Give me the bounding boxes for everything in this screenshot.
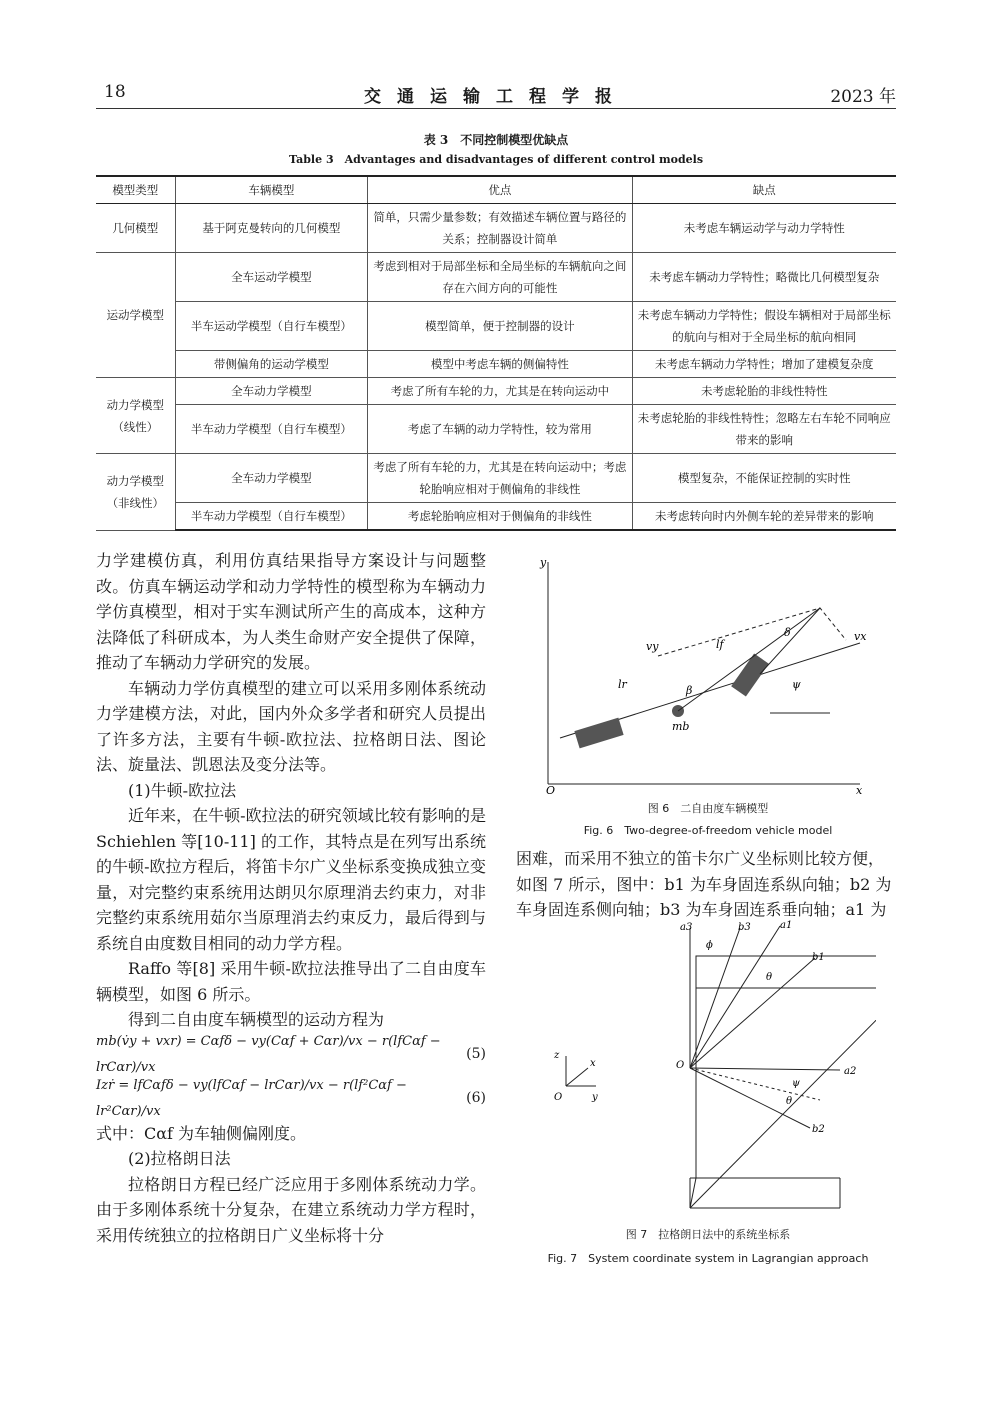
cell-con: 未考虑轮胎的非线性特性；忽略左右车轮不同响应带来的影响 [632,405,896,454]
table-row [96,378,896,405]
comparison-table [96,175,896,531]
label-b1: b1 [812,952,825,963]
axis-b1 [690,958,815,1068]
psi-label: ψ [792,678,801,691]
origin-label: O [546,784,556,796]
paragraph: 近年来，在牛顿-欧拉法的研究领域比较有影响的是 Schiehlen 等[10-11] 的工作，其特点是在列写出系统的牛顿-欧拉方程后，将笛卡尔广义坐标系变换成独立变量，对完整约束系统用达朗贝尔原理消去约束力，对非完整约束系统用茹尔当原理消去约束反力，最后得到与系统自由度数目相同的动力学方程。 [96,806,486,953]
axis-a2 [690,1068,840,1070]
table-header-row [96,176,896,204]
cell-model: 全车运动学模型 [175,253,367,302]
paragraph: 得到二自由度车辆模型的运动方程为 [128,1010,385,1029]
table-row [96,351,896,378]
cell-pro: 模型简单，便于控制器的设计 [368,302,632,351]
journal-title: 交通运输工程学报 [364,87,628,107]
cell-pro: 考虑到相对于局部坐标和全局坐标的车辆航向之间存在六间方向的可能性 [368,253,632,302]
beta-label: β [686,684,693,697]
cell-con: 模型复杂，不能保证控制的实时性 [632,454,896,503]
figure-7-caption-cn: 图 7 拉格朗日法中的系统坐标系 [625,1228,791,1241]
cell-model: 全车动力学模型 [175,378,367,405]
cell-pro: 简单，只需少量参数；有效描述车辆位置与路径的关系；控制器设计简单 [368,204,632,253]
velocity-triangle [658,608,846,656]
header-type: 模型类型 [96,176,175,204]
equation-6 [96,1077,486,1121]
cell-con: 未考虑车辆动力学特性；增加了建模复杂度 [632,351,896,378]
axis-b2-proj [690,1068,820,1100]
lf-label: lf [716,638,724,651]
label-o-small: O [554,1092,563,1103]
equation-5-body: mb(v̇y + vxr) = Cαfδ − vy(Cαf + Cαr)/vx − r(lfCαf − lrCαr)/vx [96,1034,441,1075]
cell-con: 未考虑车辆动力学特性；略微比几何模型复杂 [632,253,896,302]
cell-type: 几何模型 [96,204,175,253]
table-row [96,204,896,253]
figure-7-coordinate-system [540,918,876,1218]
paragraph: 拉格朗日方程已经广泛应用于多刚体系统动力学。由于多刚体系统十分复杂，在建立系统动力学方程时，采用传统独立的拉格朗日广义坐标将十分 [96,1174,486,1245]
header-model: 车辆模型 [175,176,367,204]
table-title-en: Table 3 Advantages and disadvantages of different control models [288,153,704,166]
vy-label: vy [646,640,659,653]
cell-type: 动力学模型（线性） [96,378,175,454]
cell-con: 未考虑转向时内外侧车轮的差异带来的影响 [632,503,896,531]
rear-wheel [574,718,623,749]
right-column-text: 困难，而采用不独立的笛卡尔广义坐标则比较方便，如图 7 所示，图中：b1 为车身固连系纵向轴；b2 为车身固连系侧向轴；b3 为车身固连系垂向轴；a1 为 [516,849,892,919]
table-row [96,454,896,503]
cell-pro: 考虑了所有车轮的力，尤其是在转向运动中；考虑轮胎响应相对于侧偏角的非线性 [368,454,632,503]
header-pro: 优点 [368,176,632,204]
box-diagonal [690,988,876,1208]
paragraph: 车辆动力学仿真模型的建立可以采用多刚体系统动力学建模方法，对此，国内外众多学者和研究人员提出了许多方法，主要有牛顿-欧拉法、拉格朗日法、图论法、旋量法、凯恩法及变分法等。 [96,678,486,774]
figure-6-vehicle-model [520,548,896,796]
y-axis-label: y [540,556,547,569]
label-a3: a3 [680,922,693,933]
left-column [96,548,486,1248]
label-b3: b3 [738,922,751,933]
figure-7-caption-en: Fig. 7 System coordinate system in Lagrangian approach [547,1252,869,1265]
label-theta-2: θ [786,1096,793,1107]
table-title-cn: 表 3 不同控制模型优缺点 [423,133,569,147]
delta-label: δ [784,626,791,639]
velocity-vector [678,608,820,711]
label-psi: ψ [792,1078,800,1089]
label-phi: ϕ [706,940,713,951]
cell-pro: 考虑了所有车轮的力，尤其是在转向运动中 [368,378,632,405]
equation-6-body: Izṙ = lfCαfδ − vy(lfCαf − lrCαr)/vx − r(lf²Cαf − lr²Cαr)/vx [96,1078,407,1119]
publication-year: 2023 年 [830,87,896,107]
cell-type: 动力学模型（非线性） [96,454,175,531]
label-x: x [590,1058,596,1069]
equation-5 [96,1033,486,1077]
cell-con: 未考虑车辆动力学特性；假设车辆相对于局部坐标的航向与相对于全局坐标的航向相同 [632,302,896,351]
steer-vector [760,608,820,674]
label-z: z [554,1050,560,1061]
equation-5-number: (5) [466,1045,486,1062]
equation-6-number: (6) [466,1089,486,1106]
label-o-big: O [676,1060,685,1071]
cell-type: 运动学模型 [96,253,175,378]
axis-b3 [690,928,740,1068]
cell-model: 半车动力学模型（自行车模型） [175,405,367,454]
cell-model: 基于阿克曼转向的几何模型 [175,204,367,253]
label-a1: a1 [780,920,793,931]
cell-pro: 考虑了车辆的动力学特性，较为常用 [368,405,632,454]
paragraph: Raffo 等[8] 采用牛顿-欧拉法推导出了二自由度车辆模型，如图 6 所示。 [96,959,486,1004]
table-row [96,253,896,302]
header-con: 缺点 [632,176,896,204]
small-axis-x [566,1068,588,1086]
x-axis-label: x [856,784,863,796]
label-b2: b2 [812,1124,825,1135]
cell-pro: 考虑轮胎响应相对于侧偏角的非线性 [368,503,632,531]
page-number: 18 [104,82,126,102]
table-row [96,405,896,454]
section-heading: (1)牛顿-欧拉法 [128,780,237,800]
label-theta: θ [766,972,773,983]
paragraph: 式中：Cαf 为车轴侧偏刚度。 [96,1123,307,1143]
figure-6-caption-en: Fig. 6 Two-degree-of-freedom vehicle model [583,824,833,837]
axis-a1 [690,926,780,1068]
table-row [96,302,896,351]
label-a2: a2 [844,1066,857,1077]
cell-model: 全车动力学模型 [175,454,367,503]
front-wheel [731,653,769,696]
vx-label: vx [854,630,867,643]
cell-model: 带侧偏角的运动学模型 [175,351,367,378]
lr-label: lr [618,678,627,691]
cell-con: 未考虑车辆运动学与动力学特性 [632,204,896,253]
section-heading: (2)拉格朗日法 [128,1149,231,1168]
cell-pro: 模型中考虑车辆的侧偏特性 [368,351,632,378]
cell-model: 半车运动学模型（自行车模型） [175,302,367,351]
paragraph: 力学建模仿真，利用仿真结果指导方案设计与问题整改。仿真车辆运动学和动力学特性的模型称为车辆动力学仿真模型，相对于实车测试所产生的高成本，这种方法降低了科研成本，为人类生命财产安全提供了保障，推动了车辆动力学研究的发展。 [96,551,486,672]
table-row [96,503,896,531]
mass-label: mb [672,720,690,733]
cell-model: 半车动力学模型（自行车模型） [175,503,367,531]
label-y: y [592,1092,598,1103]
cell-con: 未考虑轮胎的非线性特性 [632,378,896,405]
header-rule [96,108,896,109]
figure-6-caption-cn: 图 6 二自由度车辆模型 [647,802,769,815]
